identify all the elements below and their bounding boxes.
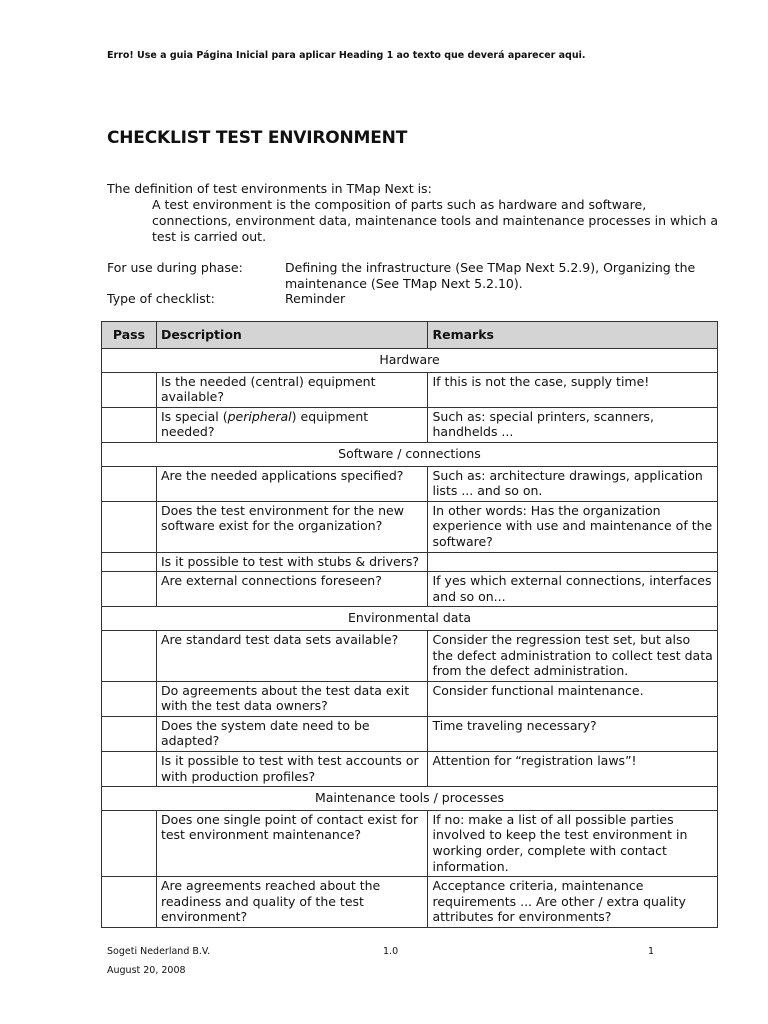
header-pass: Pass [102, 322, 157, 349]
remarks-cell [428, 552, 718, 572]
pass-cell[interactable] [102, 466, 157, 501]
remarks-cell: Such as: special printers, scanners, handhelds ... [428, 407, 718, 442]
meta-phase-value: Defining the infrastructure (See TMap Next 5.2.9), Organizing the maintenance (See TMap Next 5.2.10). [285, 260, 696, 291]
pass-cell[interactable] [102, 630, 157, 681]
meta-type-label: Type of checklist: [107, 291, 215, 306]
pass-cell[interactable] [102, 681, 157, 716]
section-title: Software / connections [102, 442, 718, 466]
checklist-table [101, 321, 718, 928]
remarks-cell: Attention for “registration laws”! [428, 752, 718, 787]
section-row [102, 349, 718, 373]
pass-cell[interactable] [102, 810, 157, 876]
description-text: Is it possible to test with test accounts or with production profiles? [160, 753, 419, 784]
header-remarks: Remarks [428, 322, 718, 349]
section-title: Environmental data [102, 607, 718, 631]
intro-block [107, 181, 727, 245]
description-cell [156, 552, 428, 572]
table-header-row [102, 322, 718, 349]
checklist-meta [107, 260, 727, 307]
remarks-cell: If this is not the case, supply time! [428, 372, 718, 407]
table-row [102, 407, 718, 442]
remarks-cell: Such as: architecture drawings, application lists ... and so on. [428, 466, 718, 501]
description-text: Are agreements reached about the readiness and quality of the test environment? [160, 878, 381, 925]
table-row [102, 877, 718, 928]
remarks-cell: Acceptance criteria, maintenance requirements ... Are other / extra quality attributes for environments? [428, 877, 718, 928]
intro-lead: The definition of test environments in TMap Next is: [107, 181, 432, 196]
description-text: Are external connections foreseen? [160, 573, 382, 589]
footer-version: 1.0 [383, 946, 399, 957]
description-cell [156, 407, 428, 442]
description-cell [156, 501, 428, 552]
section-title: Hardware [102, 349, 718, 373]
pass-cell[interactable] [102, 877, 157, 928]
description-emphasis: peripheral [227, 408, 292, 424]
section-row [102, 442, 718, 466]
header-error-text: Erro! Use a guia Página Inicial para aplicar Heading 1 ao texto que deverá aparecer aqui. [107, 50, 586, 61]
remarks-cell: Time traveling necessary? [428, 716, 718, 751]
description-cell [156, 466, 428, 501]
header-description: Description [156, 322, 428, 349]
section-row [102, 787, 718, 811]
table-row [102, 810, 718, 876]
pass-cell[interactable] [102, 716, 157, 751]
table-row [102, 372, 718, 407]
page-title: CHECKLIST TEST ENVIRONMENT [107, 128, 408, 148]
description-cell [156, 630, 428, 681]
table-row [102, 630, 718, 681]
meta-type-row [107, 291, 727, 307]
description-text-tail: ) equipment needed? [160, 408, 369, 440]
description-cell [156, 681, 428, 716]
table-row [102, 681, 718, 716]
footer-page-number: 1 [648, 946, 655, 957]
description-cell [156, 716, 428, 751]
description-text: Are the needed applications specified? [160, 467, 404, 483]
remarks-cell: If yes which external connections, interfaces and so on... [428, 572, 718, 607]
description-cell [156, 572, 428, 607]
pass-cell[interactable] [102, 407, 157, 442]
footer-company: Sogeti Nederland B.V. [107, 946, 211, 957]
description-cell [156, 752, 428, 787]
pass-cell[interactable] [102, 752, 157, 787]
remarks-cell: In other words: Has the organization experience with use and maintenance of the software? [428, 501, 718, 552]
description-text: Is the needed (central) equipment available? [160, 373, 376, 405]
description-cell [156, 372, 428, 407]
table-body [102, 349, 718, 928]
remarks-cell: Consider the regression test set, but also the defect administration to collect test data from the defect administration. [428, 630, 718, 681]
pass-cell[interactable] [102, 501, 157, 552]
intro-definition: A test environment is the composition of parts such as hardware and software, connections, environment data, maintenance tools and maintenance processes in which a test is carried out. [152, 197, 719, 244]
meta-phase-label: For use during phase: [107, 260, 243, 275]
table-row [102, 552, 718, 572]
description-cell [156, 877, 428, 928]
pass-cell[interactable] [102, 572, 157, 607]
pass-cell[interactable] [102, 372, 157, 407]
pass-cell[interactable] [102, 552, 157, 572]
description-text: Does one single point of contact exist for test environment maintenance? [160, 811, 419, 843]
section-title: Maintenance tools / processes [102, 787, 718, 811]
description-text: Is it possible to test with stubs & drivers? [160, 553, 420, 569]
description-text: Does the test environment for the new software exist for the organization? [160, 502, 404, 534]
table-row [102, 466, 718, 501]
description-text: Is special ( [160, 408, 228, 424]
description-cell [156, 810, 428, 876]
table-row [102, 752, 718, 787]
description-text: Does the system date need to be adapted? [160, 717, 370, 749]
table-row [102, 572, 718, 607]
meta-type-value: Reminder [285, 291, 346, 306]
description-text: Are standard test data sets available? [160, 631, 399, 647]
section-row [102, 607, 718, 631]
footer-date: August 20, 2008 [107, 965, 186, 976]
meta-phase-row [107, 260, 727, 291]
table-row [102, 501, 718, 552]
table-row [102, 716, 718, 751]
description-text: Do agreements about the test data exit with the test data owners? [160, 682, 410, 714]
remarks-cell: If no: make a list of all possible parties involved to keep the test environment in working order, complete with contact information. [428, 810, 718, 876]
remarks-cell: Consider functional maintenance. [428, 681, 718, 716]
